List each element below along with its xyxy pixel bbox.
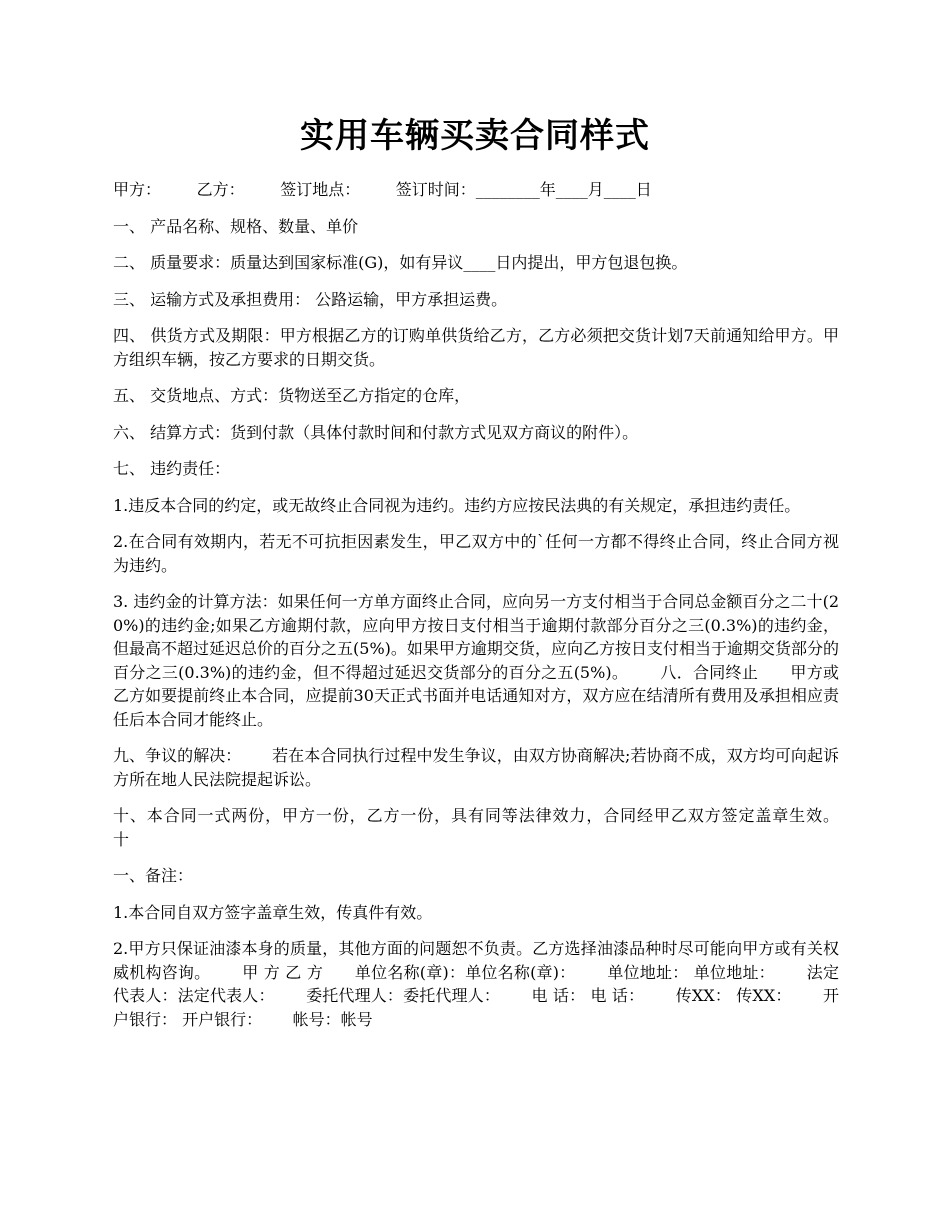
parties-line: 甲方： 乙方： 签订地点： 签订时间：________年____月____日 [113, 180, 652, 199]
liability-item-2: 2.在合同有效期内，若无不可抗拒因素发生，甲乙双方中的`任何一方都不得终止合同，终止合同方视为违约。 [113, 532, 839, 575]
clause-7-liability: 七、 违约责任： [113, 459, 231, 478]
clause-6-settlement: 六、 结算方式：货到付款（具体付款时间和付款方式见双方商议的附件）。 [113, 422, 639, 442]
liability-item-1: 1.违反本合同的约定，或无故终止合同视为违约。违约方应按民法典的有关规定，承担违约责任。 [113, 495, 801, 515]
clause-3-transport: 三、 运输方式及承担费用： 公路运输，甲方承担运费。 [113, 289, 508, 309]
clause-2-quality: 二、 质量要求：质量达到国家标准(G)，如有异议____日内提出，甲方包退包换。 [113, 253, 688, 272]
clause-4-supply: 四、 供货方式及期限：甲方根据乙方的订购单供货给乙方，乙方必须把交货计划7天前通知给甲方。甲方组织车辆，按乙方要求的日期交货。 [113, 326, 839, 369]
clause-9-dispute: 九、争议的解决： 若在本合同执行过程中发生争议，由双方协商解决;若协商不成，双方均可向起诉方所在地人民法院提起诉讼。 [113, 746, 839, 789]
clause-10-copies: 十、本合同一式两份，甲方一份，乙方一份，具有同等法律效力，合同经甲乙双方签定盖章生效。 十 [113, 806, 870, 849]
clause-1-product: 一、 产品名称、规格、数量、单价 [113, 216, 359, 236]
remark-item-1: 1.本合同自双方签字盖章生效，传真件有效。 [113, 902, 433, 922]
document-body [113, 178, 870, 1044]
clause-11-remarks: 一、备注： [113, 866, 194, 885]
remark-item-2-signature: 2.甲方只保证油漆本身的质量，其他方面的问题恕不负责。乙方选择油漆品种时尽可能向甲方或有关权威机构咨询。 甲 方 乙 方 单位名称(章)：单位名称(章)： 单位地址： 单位地址： 法定代表人：法定代表人： 委托代理人：委托代理人： 电 话： 电 话： 传XX： 传XX： 开户银行： 开户银行： 帐号：帐号 [113, 939, 839, 1029]
document-title: 实用车辆买卖合同样式 [300, 116, 650, 156]
clause-5-delivery: 五、 交货地点、方式：货物送至乙方指定的仓库， [113, 386, 471, 405]
liability-item-3: 3. 违约金的计算方法：如果任何一方单方面终止合同，应向另一方支付相当于合同总金额百分之二十(20%)的违约金;如果乙方逾期付款，应向甲方按日支付相当于逾期付款部分百分之三(0.3%)的违约金，但最高不超过延迟总价的百分之五(5%)。如果甲方逾期交货，应向乙方按日支付相当于逾期交货部分的百分之三(0.3%)的违约金，但不得超过延迟交货部分的百分之五(5%)。 八．合同终止 甲方或乙方如要提前终止本合同，应提前30天正式书面并电话通知对方，双方应在结清所有费用及承担相应责任后本合同才能终止。 [113, 592, 839, 729]
